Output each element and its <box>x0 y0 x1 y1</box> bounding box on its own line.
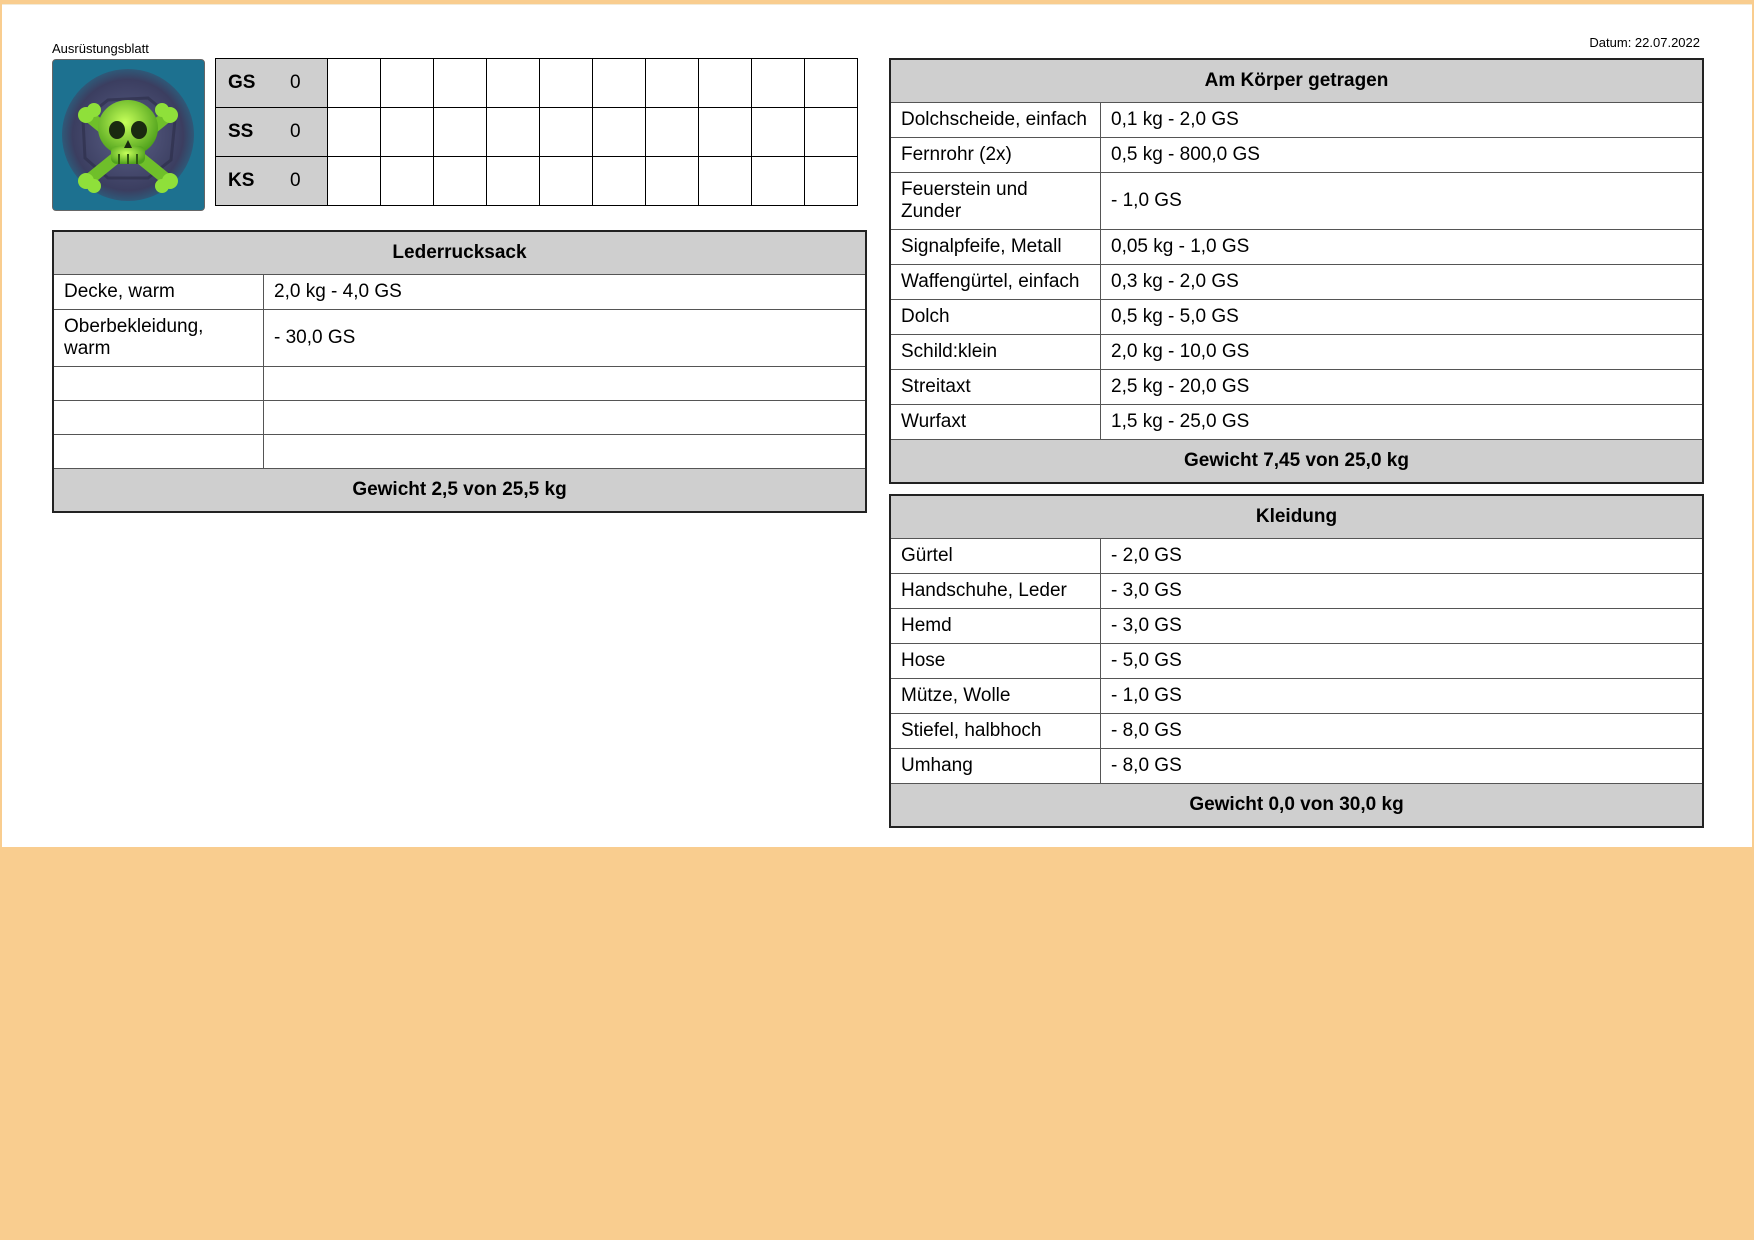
clothing-panel <box>889 494 1704 828</box>
backpack-items <box>54 275 865 468</box>
item-weight-price: - 30,0 GS <box>274 327 356 348</box>
money-row <box>216 108 858 157</box>
tally-box[interactable] <box>646 108 699 157</box>
backpack-title: Lederrucksack <box>54 232 865 275</box>
item-name: Waffengürtel, einfach <box>891 265 1101 299</box>
item-weight-price: - 8,0 GS <box>1111 755 1182 776</box>
item-row <box>891 748 1702 783</box>
item-weight-price: 0,3 kg - 2,0 GS <box>1111 271 1239 292</box>
tally-box[interactable] <box>434 108 487 157</box>
body-worn-panel <box>889 58 1704 484</box>
item-name: Gürtel <box>891 539 1101 573</box>
item-row <box>54 366 865 400</box>
item-weight-price: 2,0 kg - 4,0 GS <box>274 281 402 302</box>
tally-box[interactable] <box>434 59 487 108</box>
tally-box[interactable] <box>381 59 434 108</box>
backpack-panel <box>52 230 867 513</box>
tally-box[interactable] <box>593 59 646 108</box>
item-row <box>891 643 1702 678</box>
tally-box[interactable] <box>593 108 646 157</box>
item-weight-price: - 5,0 GS <box>1111 650 1182 671</box>
item-name: Hose <box>891 644 1101 678</box>
item-weight-price: - 1,0 GS <box>1111 685 1182 706</box>
tally-box[interactable] <box>540 157 593 206</box>
item-name: Schild:klein <box>891 335 1101 369</box>
tally-box[interactable] <box>328 59 381 108</box>
sheet-title: Ausrüstungsblatt <box>52 41 149 56</box>
item-row <box>891 137 1702 172</box>
backpack-weight: Gewicht 2,5 von 25,5 kg <box>54 468 865 511</box>
tally-box[interactable] <box>752 157 805 206</box>
clothing-title: Kleidung <box>891 496 1702 539</box>
tally-box[interactable] <box>381 157 434 206</box>
item-weight-price <box>264 367 284 400</box>
item-name: Dolch <box>891 300 1101 334</box>
clothing-items <box>891 539 1702 783</box>
currency-label: SS <box>216 108 291 157</box>
tally-box[interactable] <box>328 157 381 206</box>
item-name: Signalpfeife, Metall <box>891 230 1101 264</box>
item-weight-price: 1,5 kg - 25,0 GS <box>1111 411 1250 432</box>
item-name: Dolchscheide, einfach <box>891 103 1101 137</box>
currency-amount: 0 <box>290 59 328 108</box>
money-row <box>216 59 858 108</box>
tally-box[interactable] <box>381 108 434 157</box>
item-row <box>54 275 865 309</box>
item-row <box>891 608 1702 643</box>
tally-box[interactable] <box>540 59 593 108</box>
tally-box[interactable] <box>487 157 540 206</box>
tally-box[interactable] <box>540 108 593 157</box>
item-name: Handschuhe, Leder <box>891 574 1101 608</box>
clothing-weight: Gewicht 0,0 von 30,0 kg <box>891 783 1702 826</box>
item-name: Decke, warm <box>54 275 264 309</box>
item-weight-price: - 2,0 GS <box>1111 545 1182 566</box>
item-name: Mütze, Wolle <box>891 679 1101 713</box>
item-row <box>891 539 1702 573</box>
item-weight-price <box>264 435 284 468</box>
item-row <box>891 334 1702 369</box>
tally-box[interactable] <box>752 108 805 157</box>
item-row <box>891 264 1702 299</box>
item-row <box>54 434 865 468</box>
currency-amount: 0 <box>290 108 328 157</box>
item-weight-price: 2,0 kg - 10,0 GS <box>1111 341 1250 362</box>
item-name <box>54 401 264 434</box>
tally-box[interactable] <box>434 157 487 206</box>
item-name <box>54 435 264 468</box>
tally-box[interactable] <box>699 157 752 206</box>
body-worn-title: Am Körper getragen <box>891 60 1702 103</box>
item-name: Fernrohr (2x) <box>891 138 1101 172</box>
item-weight-price: - 8,0 GS <box>1111 720 1182 741</box>
item-name <box>54 367 264 400</box>
item-row <box>891 299 1702 334</box>
tally-box[interactable] <box>699 108 752 157</box>
tally-box[interactable] <box>805 157 858 206</box>
item-name: Oberbekleidung, warm <box>54 310 264 366</box>
item-row <box>891 103 1702 137</box>
tally-box[interactable] <box>646 59 699 108</box>
skull-crossbones-icon <box>52 59 205 211</box>
item-row <box>54 400 865 434</box>
item-name: Umhang <box>891 749 1101 783</box>
item-name: Feuerstein und Zunder <box>891 173 1101 229</box>
item-weight-price: - 1,0 GS <box>1111 190 1182 211</box>
tally-box[interactable] <box>487 59 540 108</box>
money-row <box>216 157 858 206</box>
tally-box[interactable] <box>487 108 540 157</box>
body-worn-items <box>891 103 1702 439</box>
item-name: Streitaxt <box>891 370 1101 404</box>
item-weight-price: 0,1 kg - 2,0 GS <box>1111 109 1239 130</box>
item-weight-price: - 3,0 GS <box>1111 615 1182 636</box>
equipment-sheet <box>2 4 1752 847</box>
tally-box[interactable] <box>593 157 646 206</box>
tally-box[interactable] <box>805 108 858 157</box>
money-table <box>215 58 858 206</box>
item-weight-price: 0,5 kg - 5,0 GS <box>1111 306 1239 327</box>
tally-box[interactable] <box>752 59 805 108</box>
currency-label: KS <box>216 157 291 206</box>
tally-box[interactable] <box>805 59 858 108</box>
item-row <box>891 573 1702 608</box>
item-weight-price: 0,05 kg - 1,0 GS <box>1111 236 1250 257</box>
item-weight-price: - 3,0 GS <box>1111 580 1182 601</box>
tally-box[interactable] <box>699 59 752 108</box>
item-name: Stiefel, halbhoch <box>891 714 1101 748</box>
item-row <box>54 309 865 366</box>
body-worn-weight: Gewicht 7,45 von 25,0 kg <box>891 439 1702 482</box>
sheet-date: Datum: 22.07.2022 <box>1589 35 1700 50</box>
item-row <box>891 369 1702 404</box>
currency-label: GS <box>216 59 291 108</box>
item-row <box>891 172 1702 229</box>
item-row <box>891 404 1702 439</box>
item-weight-price: 2,5 kg - 20,0 GS <box>1111 376 1250 397</box>
item-row <box>891 678 1702 713</box>
item-row <box>891 713 1702 748</box>
item-weight-price: 0,5 kg - 800,0 GS <box>1111 144 1260 165</box>
item-row <box>891 229 1702 264</box>
item-name: Wurfaxt <box>891 405 1101 439</box>
tally-box[interactable] <box>646 157 699 206</box>
currency-amount: 0 <box>290 157 328 206</box>
item-weight-price <box>264 401 284 434</box>
tally-box[interactable] <box>328 108 381 157</box>
item-name: Hemd <box>891 609 1101 643</box>
